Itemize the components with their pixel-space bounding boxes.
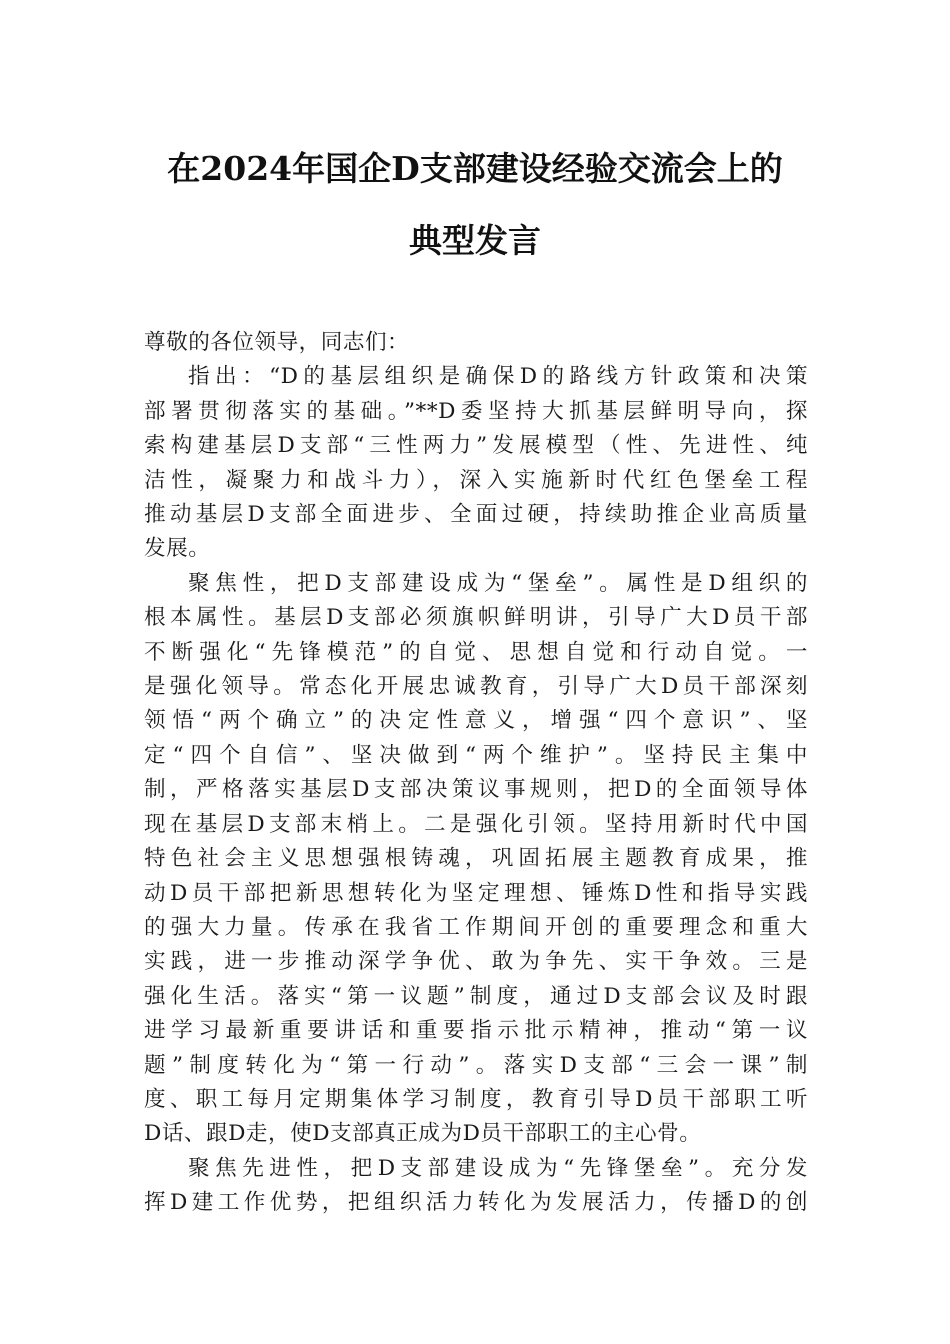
paragraph-2 [144, 567, 808, 1152]
text-line: 发展。 [144, 536, 211, 562]
title-line-2: 典型发言 [409, 221, 541, 260]
document-title [120, 150, 830, 260]
text-line: 度、职工每月定期集体学习制度，教育引导D员干部职工听 [144, 1086, 808, 1112]
text-line: 洁性，凝聚力和战斗力），深入实施新时代红色堡垒工程 [144, 467, 808, 493]
text-line: 实践，进一步推动深学争优、敢为争先、实干争效。三是 [144, 949, 808, 975]
document-body [144, 326, 808, 1221]
text-line: 是强化领导。常态化开展忠诚教育，引导广大D员干部深刻 [144, 674, 808, 700]
text-line: 索构建基层D支部“三性两力”发展模型（性、先进性、纯 [144, 433, 808, 459]
text-line: 题”制度转化为“第一行动”。落实D支部“三会一课”制 [144, 1052, 808, 1078]
text-line: 现在基层D支部末梢上。二是强化引领。坚持用新时代中国 [144, 811, 808, 837]
paragraph-1 [144, 360, 808, 566]
text-line: 定“四个自信”、坚决做到“两个维护”。坚持民主集中 [144, 742, 808, 768]
text-line: 聚焦性，把D支部建设成为“堡垒”。属性是D组织的 [188, 570, 808, 596]
text-line: 动D员干部把新思想转化为坚定理想、锤炼D性和指导实践 [144, 880, 808, 906]
text-line: 进学习最新重要讲话和重要指示批示精神，推动“第一议 [144, 1018, 808, 1044]
text-line: 推动基层D支部全面进步、全面过硬，持续助推企业高质量 [144, 502, 808, 528]
text-line: 的强大力量。传承在我省工作期间开创的重要理念和重大 [144, 914, 808, 940]
text-line: 制，严格落实基层D支部决策议事规则，把D的全面领导体 [144, 777, 808, 803]
text-line: 指出：“D的基层组织是确保D的路线方针政策和决策 [188, 364, 808, 390]
title-line-1: 在2024年国企D支部建设经验交流会上的 [167, 149, 783, 188]
text-line: 聚焦先进性，把D支部建设成为“先锋堡垒”。充分发 [188, 1155, 808, 1181]
paragraph-3 [144, 1152, 808, 1221]
text-line: D话、跟D走，使D支部真正成为D员干部职工的主心骨。 [144, 1121, 702, 1147]
text-line: 挥D建工作优势，把组织活力转化为发展活力，传播D的创 [144, 1190, 808, 1216]
text-line: 根本属性。基层D支部必须旗帜鲜明讲，引导广大D员干部 [144, 605, 808, 631]
salutation: 尊敬的各位领导，同志们： [144, 330, 410, 355]
text-line: 不断强化“先锋模范”的自觉、思想自觉和行动自觉。一 [144, 639, 808, 665]
text-line: 部署贯彻落实的基础。”**D委坚持大抓基层鲜明导向，探 [144, 398, 808, 424]
text-line: 特色社会主义思想强根铸魂，巩固拓展主题教育成果，推 [144, 846, 808, 872]
text-line: 领悟“两个确立”的决定性意义，增强“四个意识”、坚 [144, 708, 808, 734]
text-line: 强化生活。落实“第一议题”制度，通过D支部会议及时跟 [144, 983, 808, 1009]
